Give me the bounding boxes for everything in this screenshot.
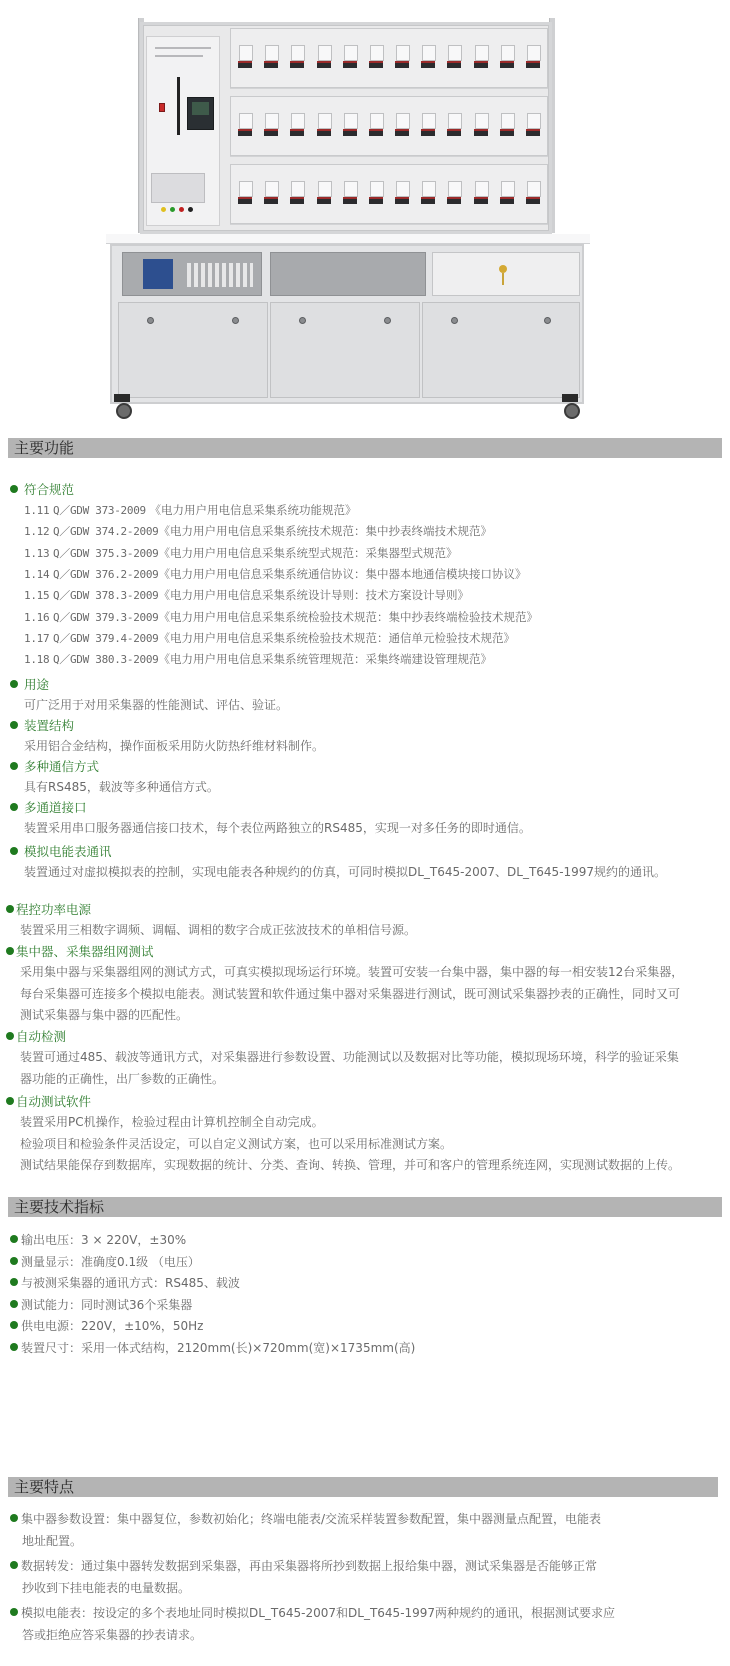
body-line: 检验项目和检验条件灵活设定，可以自定义测试方案，也可以采用标准测试方案。 [20,1136,453,1151]
body-line: 具有RS485，载波等多种通信方式。 [24,780,219,794]
bullet-dot-icon [10,485,18,493]
standard-number: 1.11 [24,504,50,517]
body-line: 测试采集器与集中器的匹配性。 [20,1008,189,1022]
standard-number: 1.18 [24,653,50,667]
meter-socket [394,45,410,75]
bullet-title: 多通道接口 [10,798,87,816]
body-line: 采用铝合金结构，操作面板采用防火防热纤维材料制作。 [24,739,325,753]
meter-socket [499,45,515,75]
bullet-title: 自动测试软件 [6,1092,91,1110]
meter-socket [316,45,332,75]
standard-name: 《电力用户用电信息采集系统检验技术规范：通信单元检验技术规范》 [158,630,515,645]
section-header-functions: 主要功能 [8,438,722,458]
bullet-dot-icon [10,1235,18,1243]
spec-item: 装置尺寸：采用一体式结构，2120mm(长)×720mm(宽)×1735mm(高) [10,1339,415,1356]
standard-number: 1.16 [24,610,50,624]
section-header-features: 主要特点 [8,1477,718,1497]
meter-socket [368,181,384,211]
meter-socket [342,113,358,143]
meter-socket [316,113,332,143]
body-line: 装置通过对虚拟模拟表的控制，实现电能表各种规约的仿真，可同时模拟DL_T645-2007、DL_T645-1997规约的通讯。 [24,865,667,879]
standard-code: Q／GDW 373-2009 [52,504,146,517]
bullet-dot-icon [6,947,14,955]
standard-name: 《电力用户用电信息采集系统设计导则：技术方案设计导则》 [158,588,469,603]
bullet-dot-icon [6,1032,14,1040]
standard-code: Q／GDW 379.4-2009 [52,631,159,645]
meter-bay-3 [230,164,548,224]
bullet-dot-icon [10,1300,18,1308]
meter-socket [263,181,279,211]
bullet-title-standards: 符合规范 [10,480,74,498]
feature-item-continuation: 抄收到下挂电能表的电量数据。 [22,1581,191,1595]
bullet-dot-icon [10,1321,18,1329]
device-screen [143,259,173,289]
caster-wheel-icon [114,394,130,416]
bullet-dot-icon [10,1608,18,1616]
bullet-dot-icon [6,905,14,913]
body-line: 器功能的正确性，出厂参数的正确性。 [20,1071,225,1086]
body-line: 装置采用串口服务器通信接口技术，每个表位两路独立的RS485，实现一对多任务的即时通信。 [24,821,531,835]
standard-item [24,630,515,646]
cabinet-door-1 [118,302,268,398]
meter-socket [499,181,515,211]
body-line: 装置采用PC机操作，检验过程由计算机控制全自动完成。 [20,1115,324,1129]
standard-number: 1.12 [24,525,50,539]
bullet-dot-icon [10,1514,18,1522]
bullet-title: 集中器、采集器组网测试 [6,942,154,960]
standard-number: 1.15 [24,589,50,603]
meter-socket [316,181,332,211]
standard-item [24,587,469,603]
bullet-dot-icon [10,721,18,729]
device-keypad [187,263,253,287]
drawer [432,252,580,296]
meter-socket [342,181,358,211]
panel-label [155,47,211,49]
meter-socket [237,45,253,75]
bullet-dot-icon [10,847,18,855]
standard-item [24,523,492,539]
concentrator-module [151,173,205,203]
product-photo [0,0,730,440]
standard-name: 《电力用户用电信息采集系统检验技术规范：集中抄表终端检验技术规范》 [158,609,538,624]
standard-name: 《电力用户用电信息采集系统技术规范：集中抄表终端技术规范》 [158,524,492,539]
cabinet-door-2 [270,302,420,398]
body-line: 测试结果能保存到数据库，实现数据的统计、分类、查询、转换、管理，并可和客户的管理系统连网，实现测试数据的上传。 [20,1158,681,1172]
standard-code: Q／GDW 378.3-2009 [52,589,159,603]
meter-socket [446,45,462,75]
meter-socket [289,45,305,75]
meter-socket [473,113,489,143]
power-switch-icon [159,103,165,112]
meter-socket [473,45,489,75]
meter-socket [368,45,384,75]
bullet-title: 程控功率电源 [6,900,91,918]
meter-socket [499,113,515,143]
body-line: 采用集中器与采集器组网的测试方式，可真实模拟现场运行环境。装置可安装一台集中器，集中器的每一相安装12台采集器， [20,965,684,979]
meter-socket [525,45,541,75]
bullet-dot-icon [10,762,18,770]
bullet-dot-icon [6,1097,14,1105]
section-header-specs: 主要技术指标 [8,1197,722,1217]
bullet-dot-icon [10,1257,18,1265]
spec-item: 测量显示：准确度0.1级 （电压） [10,1253,200,1270]
meter-bay-2 [230,96,548,156]
bullet-title: 用途 [10,675,49,693]
panel-meter [187,97,214,130]
standard-number: 1.13 [24,546,50,560]
standard-item [24,651,492,667]
key-icon [502,273,504,285]
meter-socket [289,113,305,143]
standard-code: Q／GDW 376.2-2009 [52,567,159,581]
standard-item [24,566,527,582]
meter-socket [525,113,541,143]
standard-name: 《电力用户用电信息采集系统型式规范：采集器型式规范》 [158,545,458,560]
meter-socket [420,113,436,143]
caster-wheel-icon [562,394,578,416]
terminal-dots [161,207,193,212]
meter-socket [368,113,384,143]
meter-socket [394,113,410,143]
standard-name: 《电力用户用电信息采集系统管理规范：采集终端建设管理规范》 [158,652,492,667]
rod-icon [177,77,180,135]
source-device [122,252,262,296]
bullet-title: 多种通信方式 [10,757,99,775]
standard-code: Q／GDW 380.3-2009 [52,653,159,667]
table-top [106,234,590,244]
cabinet-door-3 [422,302,580,398]
standard-number: 1.14 [24,567,50,581]
meter-socket [420,181,436,211]
meter-socket [289,181,305,211]
blank-panel [270,252,426,296]
standard-item [24,545,458,561]
standard-name: 《电力用户用电信息采集系统功能规范》 [149,503,357,517]
feature-item-continuation: 地址配置。 [22,1534,83,1548]
meter-socket [237,113,253,143]
meter-socket [525,181,541,211]
panel-label [155,55,203,57]
meter-socket [446,113,462,143]
bullet-dot-icon [10,1561,18,1569]
meter-socket [394,181,410,211]
standard-code: Q／GDW 375.3-2009 [52,546,159,560]
standard-name: 《电力用户用电信息采集系统通信协议：集中器本地通信模块接口协议》 [158,566,527,581]
body-line: 装置可通过485、载波等通讯方式，对采集器进行参数设置、功能测试以及数据对比等功能，模拟现场环境，科学的验证采集 [20,1050,679,1064]
feature-item-continuation: 答或拒绝应答采集器的抄表请求。 [22,1628,203,1642]
bullet-title: 自动检测 [6,1027,66,1045]
standard-code: Q／GDW 374.2-2009 [52,525,159,539]
spec-item: 与被测采集器的通讯方式：RS485、载波 [10,1274,240,1291]
meter-bay-1 [230,28,548,88]
bullet-dot-icon [10,680,18,688]
meter-socket [237,181,253,211]
bullet-title: 模拟电能表通讯 [10,842,112,860]
control-panel [146,36,220,226]
feature-item: 模拟电能表：按设定的多个表地址同时模拟DL_T645-2007和DL_T645-1997两种规约的通讯，根据测试要求应 [10,1604,615,1621]
meter-socket [473,181,489,211]
spec-item: 测试能力：同时测试36个采集器 [10,1296,192,1313]
lock-icon [499,265,507,273]
standard-item [24,609,538,625]
meter-socket [263,113,279,143]
meter-socket [420,45,436,75]
bullet-dot-icon [10,1343,18,1351]
bullet-dot-icon [10,803,18,811]
spec-item: 输出电压：3 × 220V，±30% [10,1231,186,1248]
body-line: 可广泛用于对用采集器的性能测试、评估、验证。 [24,698,289,712]
bullet-title: 装置结构 [10,716,74,734]
bullet-dot-icon [10,1278,18,1286]
base-cabinet [110,244,584,404]
standard-number: 1.17 [24,631,50,645]
feature-item: 集中器参数设置：集中器复位，参数初始化；终端电能表/交流采样装置参数配置，集中器测量点配置，电能表 [10,1510,601,1527]
spec-item: 供电电源：220V，±10%，50Hz [10,1317,203,1334]
standard-item [24,502,357,518]
standard-code: Q／GDW 379.3-2009 [52,610,159,624]
body-line: 每台采集器可连接多个模拟电能表。测试装置和软件通过集中器对采集器进行测试，既可测试采集器抄表的正确性，同时又可 [20,986,681,1001]
meter-socket [342,45,358,75]
feature-item: 数据转发：通过集中器转发数据到采集器，再由采集器将所抄到数据上报给集中器，测试采集器是否能够正常 [10,1557,597,1574]
meter-socket [446,181,462,211]
body-line: 装置采用三相数字调频、调幅、调相的数字合成正弦波技术的单相信号源。 [20,923,417,937]
meter-socket [263,45,279,75]
